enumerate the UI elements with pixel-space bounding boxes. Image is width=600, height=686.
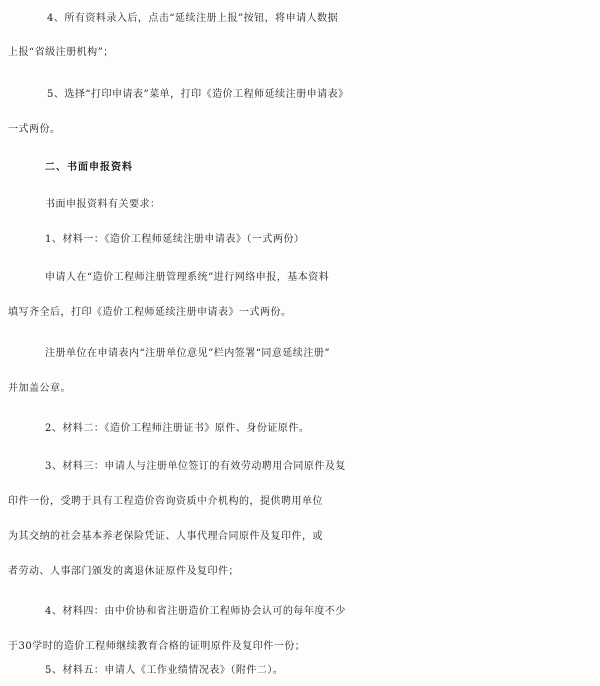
text-line-15: 为其交纳的社会基本养老保险凭证、人事代理合同原件及复印件，或 <box>8 531 323 542</box>
text-line-17: 4、材料四：由中价协和省注册造价工程师协会认可的每年度不少 <box>45 606 346 617</box>
text-line-4: 一式两份。 <box>8 124 61 135</box>
text-line-16: 者劳动、人事部门颁发的离退休证原件及复印件； <box>8 566 239 577</box>
text-line-8: 申请人在“造价工程师注册管理系统”进行网络申报，基本资料 <box>45 272 330 283</box>
text-line-13: 3、材料三：申请人与注册单位签订的有效劳动聘用合同原件及复 <box>45 461 346 472</box>
text-line-7: 1、材料一：《造价工程师延续注册申请表》（一式两份） <box>45 234 305 245</box>
text-line-9: 填写齐全后，打印《造价工程师延续注册申请表》一式两份。 <box>8 307 292 318</box>
text-line-10: 注册单位在申请表内“注册单位意见”栏内签署“同意延续注册” <box>45 348 330 359</box>
text-line-2: 上报“省级注册机构”； <box>8 47 114 58</box>
section-heading: 二、书面申报资料 <box>45 162 133 173</box>
text-line-19: 5、材料五：申请人《工作业绩情况表》（附件二）。 <box>45 665 284 676</box>
text-line-11: 并加盖公章。 <box>8 383 71 394</box>
text-line-14: 印件一份，受聘于具有工程造价咨询资质中介机构的，提供聘用单位 <box>8 496 323 507</box>
text-line-3: 5、选择“打印申请表”菜单，打印《造价工程师延续注册申请表》 <box>47 89 349 100</box>
text-line-1: 4、所有资料录入后，点击“延续注册上报”按钮，将申请人数据 <box>47 13 339 24</box>
text-line-12: 2、材料二：《造价工程师注册证书》原件、身份证原件。 <box>45 423 310 434</box>
text-line-18: 于30学时的造价工程师继续教育合格的证明原件及复印件一份； <box>8 641 306 652</box>
text-line-6: 书面申报资料有关要求： <box>45 199 161 210</box>
